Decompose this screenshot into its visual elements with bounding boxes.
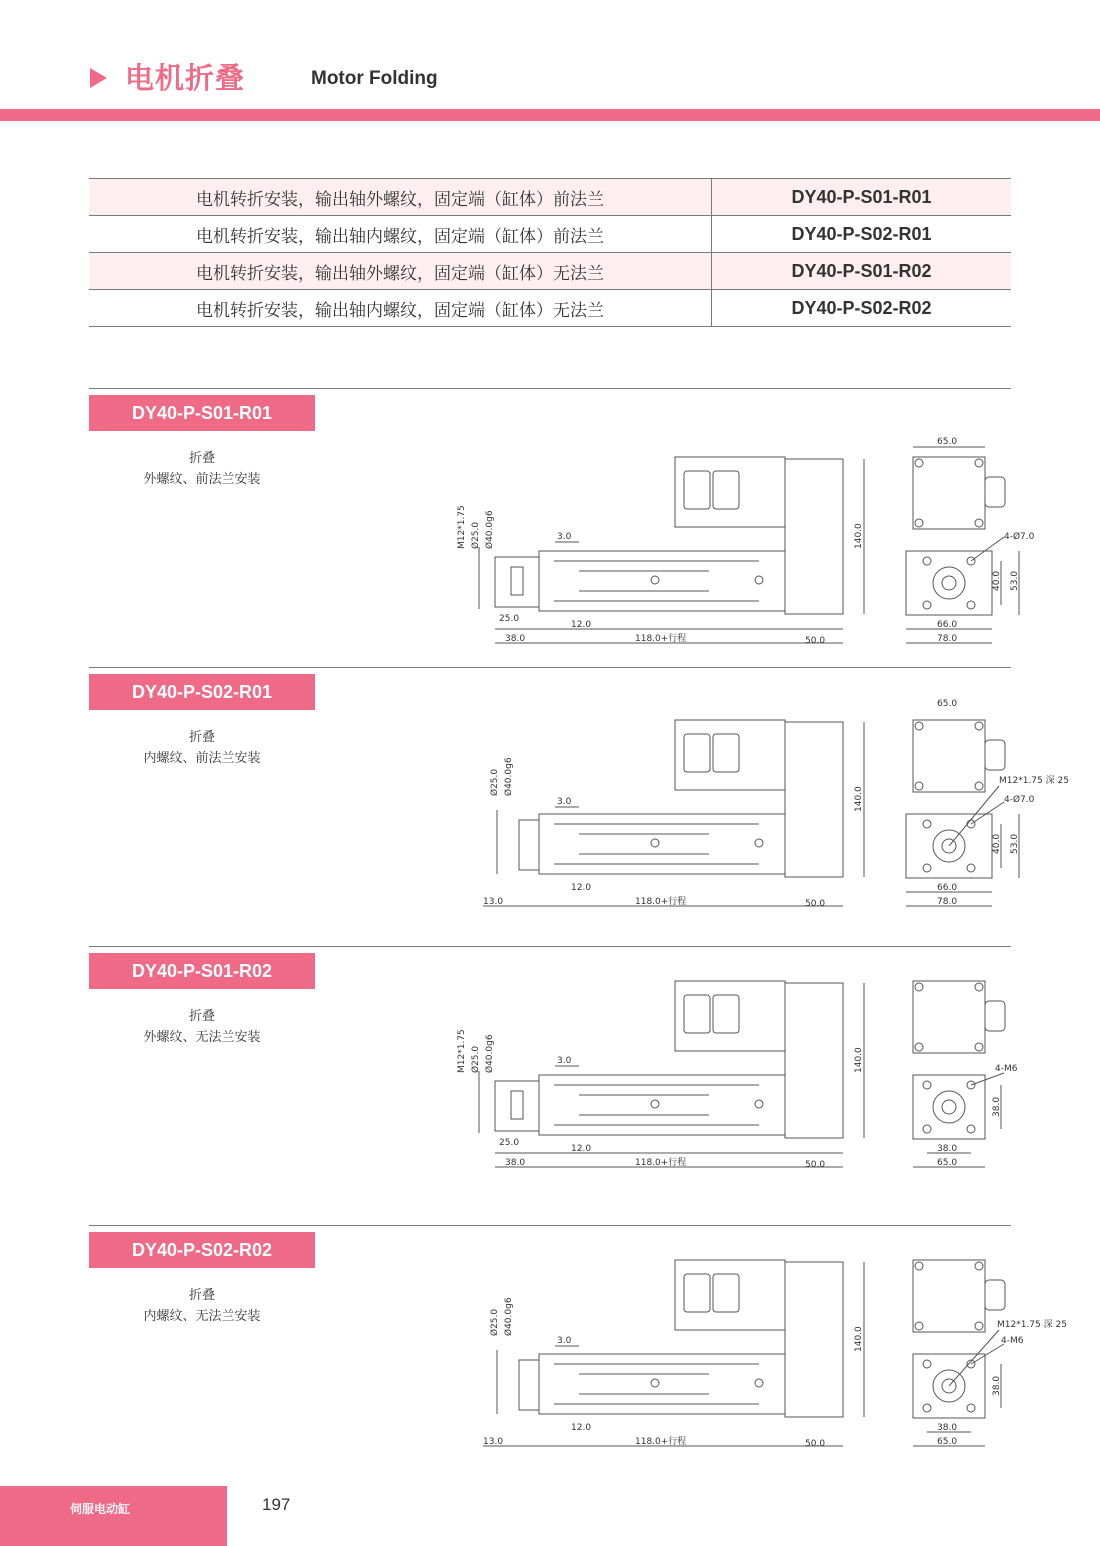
dim-d40: Ø40.0g6	[504, 1297, 514, 1336]
page-subtitle: Motor Folding	[311, 68, 438, 89]
dim-40: 40.0	[992, 570, 1002, 591]
dim-thread: M12*1.75	[457, 1029, 467, 1073]
dim-78: 78.0	[937, 634, 958, 644]
dim-left: 13.0	[483, 1437, 504, 1447]
dim-12: 12.0	[571, 620, 592, 630]
section-label-type: 折叠	[188, 451, 215, 466]
dim-3: 3.0	[557, 797, 572, 807]
dim-40: 40.0	[992, 833, 1002, 854]
model-table	[89, 178, 1011, 327]
dim-53: 53.0	[1010, 570, 1020, 591]
dim-12: 12.0	[571, 1144, 592, 1154]
title-arrow-icon	[90, 68, 107, 88]
dim-hole: 4-Ø7.0	[1004, 795, 1035, 805]
dim-25: 25.0	[499, 614, 520, 624]
dim-d25: Ø25.0	[471, 521, 481, 549]
dim-65: 65.0	[937, 1437, 958, 1447]
section-badge: DY40-P-S02-R02	[89, 1232, 315, 1268]
page-number: 197	[262, 1495, 291, 1514]
dim-d40: Ø40.0g6	[504, 757, 514, 796]
dim-78: 78.0	[937, 897, 958, 907]
dim-hole: 4-M6	[1001, 1336, 1024, 1346]
dim-38: 38.0	[937, 1144, 958, 1154]
model-code: DY40-P-S02-R02	[791, 297, 932, 318]
table-row	[89, 216, 1011, 253]
dim-hole: 4-Ø7.0	[1004, 532, 1035, 542]
dim-inner-thread: M12*1.75 深 25	[999, 776, 1069, 786]
dim-12: 12.0	[571, 1423, 592, 1433]
dim-d25: Ø25.0	[490, 768, 500, 796]
section-s01-r01	[89, 388, 1035, 659]
section-label-mount: 外螺纹、无法兰安装	[143, 1030, 261, 1045]
model-description: 电机转折安装，输出轴内螺纹，固定端（缸体）无法兰	[89, 290, 712, 327]
dim-d25: Ø25.0	[471, 1045, 481, 1073]
dim-d25: Ø25.0	[490, 1308, 500, 1336]
footer-label: 伺服电动缸	[70, 1502, 131, 1516]
dim-d40: Ø40.0g6	[485, 1034, 495, 1073]
table-row	[89, 179, 1011, 216]
section-label-type: 折叠	[188, 1288, 215, 1303]
dim-3: 3.0	[557, 1056, 572, 1066]
drawing-s01-r02	[379, 1007, 1018, 1222]
dim-left: 13.0	[483, 897, 504, 907]
dim-left: 38.0	[505, 634, 526, 644]
table-row	[89, 290, 1011, 327]
model-code: DY40-P-S01-R01	[791, 186, 932, 207]
section-badge: DY40-P-S02-R01	[89, 674, 315, 710]
dim-140: 140.0	[854, 523, 864, 549]
model-code: DY40-P-S02-R01	[791, 223, 932, 244]
dim-3: 3.0	[557, 532, 572, 542]
drawing-s02-r02	[379, 1286, 1067, 1501]
dim-140: 140.0	[854, 786, 864, 812]
section-label-type: 折叠	[188, 730, 215, 745]
model-description: 电机转折安装，输出轴外螺纹，固定端（缸体）前法兰	[89, 179, 712, 216]
dim-50: 50.0	[805, 636, 826, 646]
dim-50: 50.0	[805, 1160, 826, 1170]
model-description: 电机转折安装，输出轴内螺纹，固定端（缸体）前法兰	[89, 216, 712, 253]
model-code: DY40-P-S01-R02	[791, 260, 932, 281]
dim-38-vertical: 38.0	[992, 1096, 1002, 1117]
dim-stroke: 118.0+行程	[635, 1437, 687, 1447]
dim-38-vertical: 38.0	[992, 1375, 1002, 1396]
page-title: 电机折叠	[125, 61, 246, 95]
dim-140: 140.0	[854, 1326, 864, 1352]
section-label-mount: 内螺纹、无法兰安装	[143, 1309, 261, 1324]
section-label-type: 折叠	[188, 1009, 215, 1024]
dim-53: 53.0	[1010, 833, 1020, 854]
model-description: 电机转折安装，输出轴外螺纹，固定端（缸体）无法兰	[89, 253, 712, 290]
dim-66: 66.0	[937, 620, 958, 630]
dim-66: 66.0	[937, 883, 958, 893]
drawing-s02-r01	[379, 699, 1069, 943]
section-label-mount: 外螺纹、前法兰安装	[143, 472, 261, 487]
dim-3: 3.0	[557, 1336, 572, 1346]
dim-hole: 4-M6	[995, 1064, 1018, 1074]
section-badge: DY40-P-S01-R01	[89, 395, 315, 431]
section-label-mount: 内螺纹、前法兰安装	[143, 751, 261, 766]
section-badge: DY40-P-S01-R02	[89, 953, 315, 989]
dim-50: 50.0	[805, 1439, 826, 1449]
dim-top-65: 65.0	[937, 437, 958, 447]
drawing-s01-r01	[379, 437, 1035, 664]
dim-65: 65.0	[937, 1158, 958, 1168]
section-s02-r02	[89, 1225, 1067, 1496]
section-s01-r02	[89, 946, 1018, 1217]
dim-d40: Ø40.0g6	[485, 510, 495, 549]
dim-left: 38.0	[505, 1158, 526, 1168]
dim-25: 25.0	[499, 1138, 520, 1148]
dim-12: 12.0	[571, 883, 592, 893]
dim-stroke: 118.0+行程	[635, 1158, 687, 1168]
dim-inner-thread: M12*1.75 深 25	[997, 1320, 1067, 1330]
dim-stroke: 118.0+行程	[635, 634, 687, 644]
table-row	[89, 253, 1011, 290]
dim-140: 140.0	[854, 1047, 864, 1073]
dim-stroke: 118.0+行程	[635, 897, 687, 907]
dim-50: 50.0	[805, 899, 826, 909]
dim-38: 38.0	[937, 1423, 958, 1433]
header-bar	[0, 109, 1100, 121]
dim-thread: M12*1.75	[457, 505, 467, 549]
section-s02-r01	[89, 667, 1069, 938]
dim-top-65: 65.0	[937, 699, 958, 709]
